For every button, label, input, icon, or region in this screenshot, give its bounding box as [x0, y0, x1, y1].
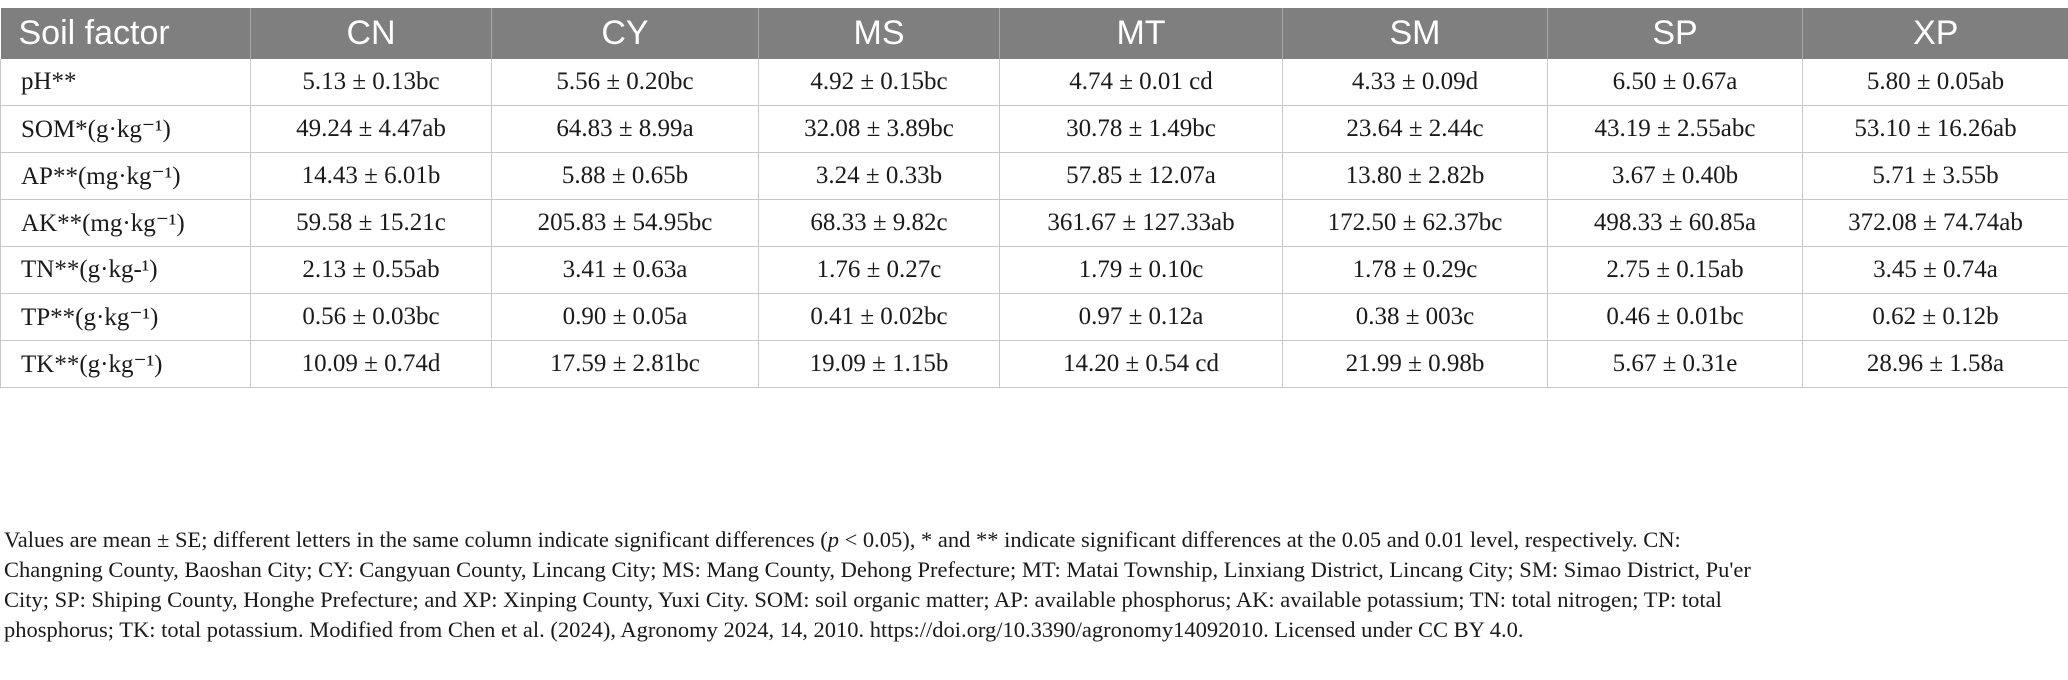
table-header-row	[1, 8, 2068, 59]
header-cn: CN	[251, 8, 492, 59]
table-cell: 32.08 ± 3.89bc	[759, 106, 1000, 153]
table-row	[1, 153, 2068, 200]
row-label: TN**(g·kg-¹)	[1, 247, 251, 294]
footnote-line-2: Changning County, Baoshan City; CY: Cangyuan County, Lincang City; MS: Mang County, Dehong Prefecture; MT: Matai Township, Linxiang District, Lincang City; SM: Simao District, Pu'er	[4, 557, 1751, 582]
row-label: AK**(mg·kg⁻¹)	[1, 200, 251, 247]
table-cell: 43.19 ± 2.55abc	[1548, 106, 1803, 153]
header-sp: SP	[1548, 8, 1803, 59]
footnote-line-1	[4, 525, 2059, 555]
table-cell: 0.41 ± 0.02bc	[759, 294, 1000, 341]
table-cell: 19.09 ± 1.15b	[759, 341, 1000, 388]
header-xp: XP	[1803, 8, 2068, 59]
table-cell: 4.33 ± 0.09d	[1283, 59, 1548, 106]
table-cell: 0.62 ± 0.12b	[1803, 294, 2068, 341]
table-cell: 6.50 ± 0.67a	[1548, 59, 1803, 106]
table-cell: 17.59 ± 2.81bc	[492, 341, 759, 388]
table-row	[1, 247, 2068, 294]
table-cell: 1.78 ± 0.29c	[1283, 247, 1548, 294]
table-row	[1, 59, 2068, 106]
table-cell: 1.79 ± 0.10c	[1000, 247, 1283, 294]
table-cell: 5.13 ± 0.13bc	[251, 59, 492, 106]
table-cell: 21.99 ± 0.98b	[1283, 341, 1548, 388]
table-row	[1, 106, 2068, 153]
table-cell: 23.64 ± 2.44c	[1283, 106, 1548, 153]
row-label: TP**(g·kg⁻¹)	[1, 294, 251, 341]
header-cy: CY	[492, 8, 759, 59]
table-row	[1, 294, 2068, 341]
header-ms: MS	[759, 8, 1000, 59]
soil-factor-table-container	[0, 8, 2068, 388]
header-mt: MT	[1000, 8, 1283, 59]
table-cell: 4.92 ± 0.15bc	[759, 59, 1000, 106]
table-cell: 3.24 ± 0.33b	[759, 153, 1000, 200]
row-label: pH**	[1, 59, 251, 106]
table-cell: 30.78 ± 1.49bc	[1000, 106, 1283, 153]
row-label: TK**(g·kg⁻¹)	[1, 341, 251, 388]
table-cell: 0.90 ± 0.05a	[492, 294, 759, 341]
header-sm: SM	[1283, 8, 1548, 59]
table-cell: 172.50 ± 62.37bc	[1283, 200, 1548, 247]
footnote-text: < 0.05), * and ** indicate significant differences at the 0.05 and 0.01 level, respectively. CN:	[838, 527, 1681, 552]
table-cell: 2.13 ± 0.55ab	[251, 247, 492, 294]
table-cell: 68.33 ± 9.82c	[759, 200, 1000, 247]
table-cell: 10.09 ± 0.74d	[251, 341, 492, 388]
table-row	[1, 341, 2068, 388]
table-cell: 0.38 ± 003c	[1283, 294, 1548, 341]
table-cell: 2.75 ± 0.15ab	[1548, 247, 1803, 294]
table-row	[1, 200, 2068, 247]
row-label: AP**(mg·kg⁻¹)	[1, 153, 251, 200]
table-cell: 4.74 ± 0.01 cd	[1000, 59, 1283, 106]
table-cell: 5.88 ± 0.65b	[492, 153, 759, 200]
table-cell: 361.67 ± 127.33ab	[1000, 200, 1283, 247]
footnote-line-3: City; SP: Shiping County, Honghe Prefecture; and XP: Xinping County, Yuxi City. SOM: soil organic matter; AP: available phosphorus; AK: available potassium; TN: total nitrogen; TP: total	[4, 587, 1722, 612]
table-cell: 205.83 ± 54.95bc	[492, 200, 759, 247]
table-cell: 5.67 ± 0.31e	[1548, 341, 1803, 388]
footnote-line-4: phosphorus; TK: total potassium. Modified from Chen et al. (2024), Agronomy 2024, 14, 2010. https://doi.org/10.3390/agronomy14092010. Licensed under CC BY 4.0.	[4, 617, 1524, 642]
table-cell: 372.08 ± 74.74ab	[1803, 200, 2068, 247]
footnote-p-symbol: p	[827, 527, 839, 552]
header-soil-factor: Soil factor	[1, 8, 251, 59]
table-cell: 59.58 ± 15.21c	[251, 200, 492, 247]
table-cell: 498.33 ± 60.85a	[1548, 200, 1803, 247]
table-cell: 5.56 ± 0.20bc	[492, 59, 759, 106]
table-cell: 0.46 ± 0.01bc	[1548, 294, 1803, 341]
table-cell: 3.67 ± 0.40b	[1548, 153, 1803, 200]
soil-factor-table	[0, 8, 2068, 388]
table-cell: 13.80 ± 2.82b	[1283, 153, 1548, 200]
table-cell: 5.71 ± 3.55b	[1803, 153, 2068, 200]
table-cell: 5.80 ± 0.05ab	[1803, 59, 2068, 106]
footnote-text: Values are mean ± SE; different letters in the same column indicate significant differences (	[4, 527, 828, 552]
table-cell: 57.85 ± 12.07a	[1000, 153, 1283, 200]
table-cell: 49.24 ± 4.47ab	[251, 106, 492, 153]
table-cell: 28.96 ± 1.58a	[1803, 341, 2068, 388]
table-cell: 3.41 ± 0.63a	[492, 247, 759, 294]
table-cell: 0.56 ± 0.03bc	[251, 294, 492, 341]
table-cell: 14.20 ± 0.54 cd	[1000, 341, 1283, 388]
table-cell: 64.83 ± 8.99a	[492, 106, 759, 153]
table-cell: 0.97 ± 0.12a	[1000, 294, 1283, 341]
table-cell: 1.76 ± 0.27c	[759, 247, 1000, 294]
row-label: SOM*(g·kg⁻¹)	[1, 106, 251, 153]
table-footnote	[4, 525, 2059, 645]
table-cell: 53.10 ± 16.26ab	[1803, 106, 2068, 153]
table-cell: 14.43 ± 6.01b	[251, 153, 492, 200]
table-cell: 3.45 ± 0.74a	[1803, 247, 2068, 294]
